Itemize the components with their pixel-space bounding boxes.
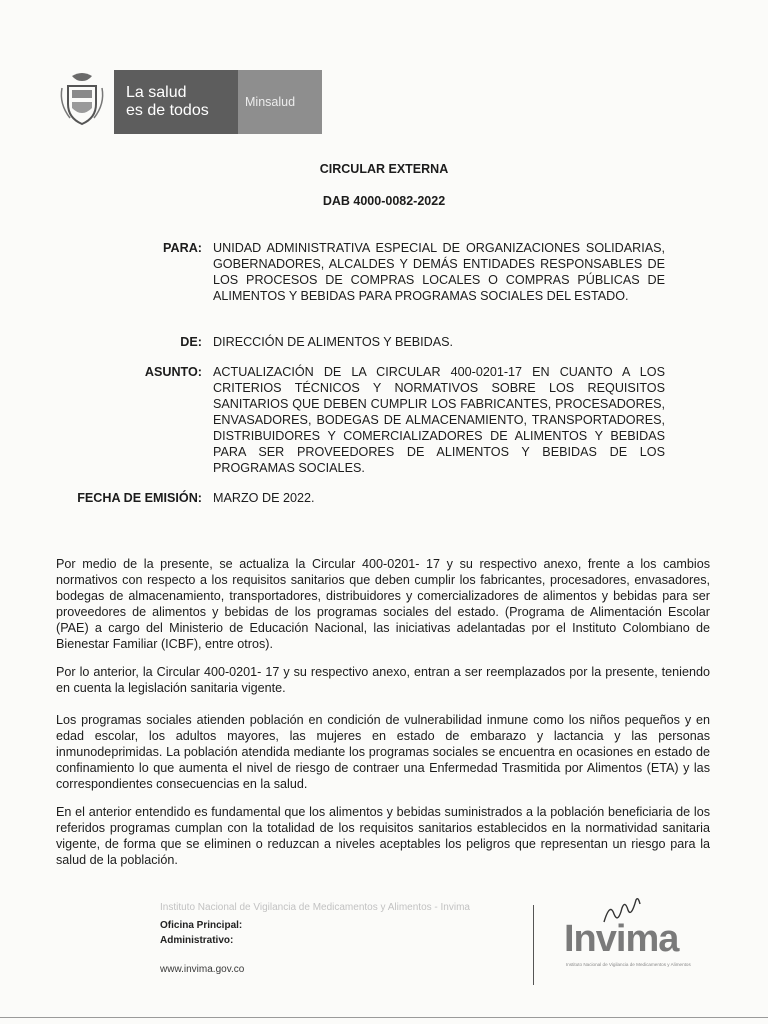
invima-logo: [560, 896, 700, 976]
para-value: UNIDAD ADMINISTRATIVA ESPECIAL DE ORGANIZACIONES SOLIDARIAS, GOBERNADORES, ALCALDES Y DEMÁS ENTIDADES RESPONSABLES DE LOS PROCESOS DE COMPRAS LOCALES O COMPRAS PÚBLICAS DE ALIMENTOS Y BEBIDAS PARA PROGRAMAS SOCIALES DEL ESTADO.: [213, 241, 665, 303]
minsalud-brand-box: [114, 70, 322, 134]
slogan-line-1: La salud: [126, 84, 187, 101]
document-type: CIRCULAR EXTERNA: [319, 162, 449, 176]
de-label: DE:: [180, 335, 202, 349]
brand-slogan-block: [114, 70, 238, 134]
asunto-label: ASUNTO:: [144, 365, 202, 379]
asunto-value: ACTUALIZACIÓN DE LA CIRCULAR 400-0201-17 EN CUANTO A LOS CRITERIOS TÉCNICOS Y NORMATIVOS SOBRE LOS REQUISITOS SANITARIOS QUE DEBEN CUMPLIR LOS FABRICANTES, PROCESADORES, ENVASADORES, BODEGAS DE ALMACENAMIENTO, TRANSPORTADORES, DISTRIBUIDORES Y COMERCIALIZADORES DE ALIMENTOS Y BEBIDAS PARA SER PROVEEDORES DE ALIMENTOS Y BEBIDAS DE LOS PROGRAMAS SOCIALES.: [213, 365, 665, 475]
ministry-name: Minsalud: [245, 95, 296, 109]
footer-contact: [160, 900, 540, 988]
colombia-coat-of-arms-icon: [58, 72, 106, 128]
body-paragraph-4: En el anterior entendido es fundamental que los alimentos y bebidas suministrados a la población beneficiaria de los referidos programas cumplan con la totalidad de los requisitos sanitarios establecidos en la normatividad sanitaria vigente, de forma que se eliminen o reduzcan a niveles aceptables los peligros que representan un riesgo para la salud de la población.: [56, 805, 710, 867]
body-paragraph-3: Los programas sociales atienden población en condición de vulnerabilidad inmune como los niños pequeños y en edad escolar, los adultos mayores, las mujeres en estado de embarazo y lactancia y las personas inmunodeprimidas. La población atendida mediante los programas sociales se encuentra en ocasiones en estado de confinamiento lo que aumenta el nivel de riesgo de contraer una Enfermedad Trasmitida por Alimentos (ETA) y las correspondientes consecuencias en la salud.: [56, 713, 710, 791]
body-paragraph-2: Por lo anterior, la Circular 400-0201- 17 y su respectivo anexo, entran a ser reemplazados por la presente, teniendo en cuenta la legislación sanitaria vigente.: [56, 665, 710, 695]
invima-logo-text: Invima: [564, 918, 679, 960]
header-logo: [58, 66, 324, 136]
fecha-label: FECHA DE EMISIÓN:: [77, 491, 202, 505]
invima-logo-tagline: Instituto Nacional de Vigilancia de Medicamentos y Alimentos: [566, 962, 691, 967]
footer-office-label: Oficina Principal:: [160, 920, 243, 931]
scan-edge-line: [0, 1017, 768, 1018]
document-number: DAB 4000-0082-2022: [322, 194, 446, 208]
footer-divider: [533, 905, 534, 985]
footer-admin-label: Administrativo:: [160, 935, 234, 946]
para-label: PARA:: [163, 241, 202, 255]
slogan-line-2: es de todos: [126, 102, 209, 119]
footer-website[interactable]: www.invima.gov.co: [160, 964, 245, 975]
de-value: DIRECCIÓN DE ALIMENTOS Y BEBIDAS.: [213, 335, 454, 349]
footer-institution: Instituto Nacional de Vigilancia de Medicamentos y Alimentos - Invima: [160, 902, 470, 913]
fecha-value: MARZO DE 2022.: [213, 491, 315, 505]
body-paragraph-1: Por medio de la presente, se actualiza la Circular 400-0201- 17 y su respectivo anexo, frente a los cambios normativos con respecto a los requisitos sanitarios que deben cumplir los fabricantes, procesadores, envasadores, bodegas de almacenamiento, transportadores, distribuidores y comercializadores de alimentos y bebidas para ser proveedores de alimentos y bebidas de los programas sociales del estado. (Programa de Alimentación Escolar (PAE) a cargo del Ministerio de Educación Nacional, las iniciativas adelantadas por el Instituto Colombiano de Bienestar Familiar (ICBF), entre otros).: [56, 557, 710, 651]
